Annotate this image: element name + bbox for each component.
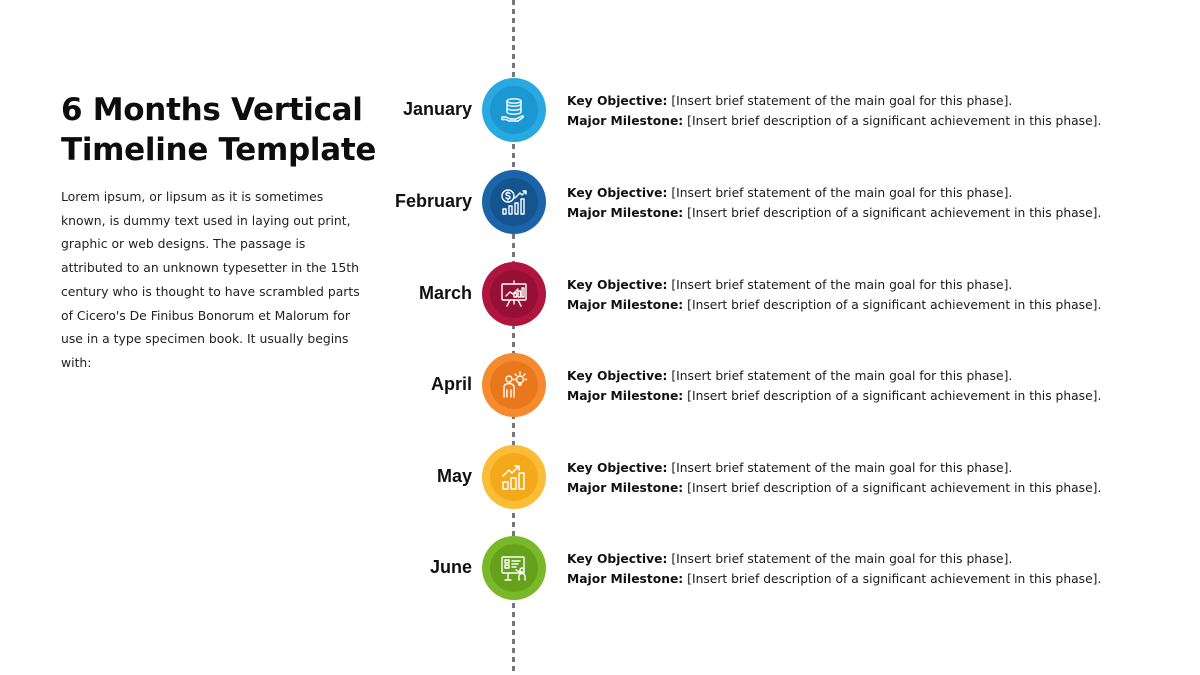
milestone-circle — [482, 170, 546, 234]
title-line-2: Timeline Template — [61, 132, 377, 168]
month-label: May — [436, 466, 472, 486]
timeline-item-january — [0, 78, 1200, 142]
milestone-circle — [482, 445, 546, 509]
presenter-board-icon — [499, 553, 529, 583]
month-label: February — [394, 191, 472, 211]
dollar-growth-chart-icon — [499, 187, 529, 217]
milestone-circle — [482, 353, 546, 417]
key-objective: Key Objective: [Insert brief statement of the main goal for this phase]. — [567, 94, 1013, 108]
key-objective: Key Objective: [Insert brief statement of the main goal for this phase]. — [567, 186, 1013, 200]
timeline-item-march — [0, 262, 1200, 326]
timeline-item-may — [0, 445, 1200, 509]
coins-hand-icon — [499, 95, 529, 125]
month-label: January — [402, 99, 472, 119]
key-objective: Key Objective: [Insert brief statement of the main goal for this phase]. — [567, 369, 1013, 383]
timeline-item-april — [0, 353, 1200, 417]
key-objective: Key Objective: [Insert brief statement of the main goal for this phase]. — [567, 461, 1013, 475]
major-milestone: Major Milestone: [Insert brief description of a significant achievement in this phase]. — [567, 206, 1102, 220]
presentation-board-icon — [499, 279, 529, 309]
key-objective: Key Objective: [Insert brief statement of the main goal for this phase]. — [567, 278, 1013, 292]
milestone-circle — [482, 536, 546, 600]
major-milestone: Major Milestone: [Insert brief description of a significant achievement in this phase]. — [567, 298, 1102, 312]
major-milestone: Major Milestone: [Insert brief description of a significant achievement in this phase]. — [567, 481, 1102, 495]
month-label: June — [429, 557, 472, 577]
month-label: April — [430, 374, 472, 394]
description-text: Lorem ipsum, or lipsum as it is sometimes known, is dummy text used in laying out print, graphic or web designs. The passage is attributed to an unknown typesetter in the 15th century who is thought to have scrambled parts of Cicero's De Finibus Bonorum et Malorum for use in a type specimen book. It usually begins with: — [61, 189, 360, 370]
title-line-1: 6 Months Vertical — [61, 92, 363, 128]
timeline-item-june — [0, 536, 1200, 600]
major-milestone: Major Milestone: [Insert brief description of a significant achievement in this phase]. — [567, 572, 1102, 586]
major-milestone: Major Milestone: [Insert brief description of a significant achievement in this phase]. — [567, 389, 1102, 403]
key-objective: Key Objective: [Insert brief statement of the main goal for this phase]. — [567, 552, 1013, 566]
month-label: March — [418, 283, 472, 303]
milestone-circle — [482, 262, 546, 326]
bar-chart-growth-icon — [499, 462, 529, 492]
person-idea-icon — [499, 370, 529, 400]
major-milestone: Major Milestone: [Insert brief description of a significant achievement in this phase]. — [567, 114, 1102, 128]
timeline-item-february — [0, 170, 1200, 234]
milestone-circle — [482, 78, 546, 142]
